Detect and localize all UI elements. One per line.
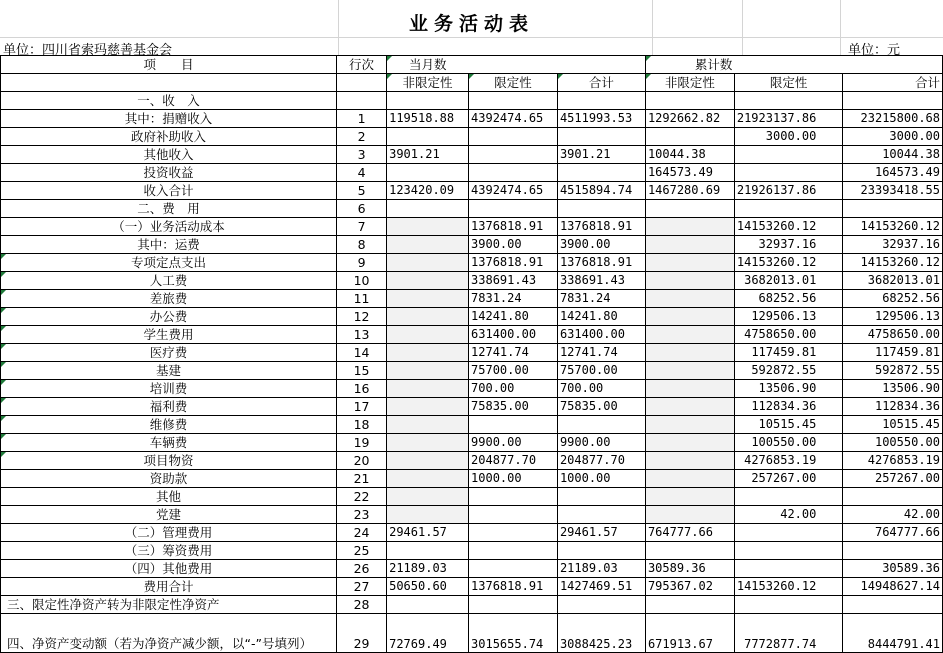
cell-cumulative-total xyxy=(843,92,943,110)
cell-cumulative-total: 117459.81 xyxy=(843,344,943,362)
cell-month-restricted: 700.00 xyxy=(469,380,558,398)
row-label: 医疗费 xyxy=(1,344,337,362)
row-label: 差旅费 xyxy=(1,290,337,308)
cell-month-unrestricted xyxy=(387,218,469,236)
table-row xyxy=(1,164,943,182)
table-row xyxy=(1,254,943,272)
cell-month-restricted xyxy=(469,542,558,560)
cell-month-unrestricted xyxy=(387,326,469,344)
row-label: 项目物资 xyxy=(1,452,337,470)
cell-month-unrestricted xyxy=(387,200,469,218)
cell-month-total xyxy=(557,92,645,110)
cell-cumulative-total: 14948627.14 xyxy=(843,578,943,596)
cell-cumulative-total xyxy=(843,542,943,560)
cell-cumulative-restricted: 14153260.12 xyxy=(734,218,842,236)
cell-month-restricted: 338691.43 xyxy=(469,272,558,290)
cell-month-total xyxy=(557,200,645,218)
table-row xyxy=(1,182,943,200)
cell-month-unrestricted: 3901.21 xyxy=(387,146,469,164)
row-label: （一）业务活动成本 xyxy=(1,218,337,236)
cell-cumulative-restricted: 68252.56 xyxy=(734,290,842,308)
cell-month-restricted: 12741.74 xyxy=(469,344,558,362)
header-cumulative-unrestricted: 非限定性 xyxy=(645,74,734,92)
cell-cumulative-restricted: 592872.55 xyxy=(734,362,842,380)
table-row xyxy=(1,146,943,164)
cell-month-total: 12741.74 xyxy=(557,344,645,362)
cell-cumulative-total: 112834.36 xyxy=(843,398,943,416)
row-line-number: 14 xyxy=(336,344,386,362)
header-cumulative-total: 合计 xyxy=(843,74,943,92)
table-row xyxy=(1,452,943,470)
row-label: 费用合计 xyxy=(1,578,337,596)
row-label: 资助款 xyxy=(1,470,337,488)
row-label: 四、净资产变动额（若为净资产减少额，以“-”号填列） xyxy=(1,614,337,653)
row-line-number: 21 xyxy=(336,470,386,488)
row-label: （四）其他费用 xyxy=(1,560,337,578)
cell-month-restricted xyxy=(469,524,558,542)
cell-cumulative-unrestricted: 30589.36 xyxy=(645,560,734,578)
row-line-number xyxy=(336,92,386,110)
cell-cumulative-unrestricted xyxy=(645,344,734,362)
cell-month-total: 3901.21 xyxy=(557,146,645,164)
cell-cumulative-restricted: 7772877.74 xyxy=(734,614,842,653)
cell-cumulative-unrestricted xyxy=(645,92,734,110)
page-title: 业务活动表 xyxy=(408,13,534,35)
row-label: 学生费用 xyxy=(1,326,337,344)
row-line-number: 3 xyxy=(336,146,386,164)
header-month-blank-2 xyxy=(557,56,645,74)
cell-cumulative-total: 32937.16 xyxy=(843,236,943,254)
cell-cumulative-total: 164573.49 xyxy=(843,164,943,182)
cell-cumulative-unrestricted xyxy=(645,308,734,326)
cell-cumulative-restricted: 10515.45 xyxy=(734,416,842,434)
table-row xyxy=(1,542,943,560)
cell-month-restricted xyxy=(469,596,558,614)
cell-month-total: 1376818.91 xyxy=(557,254,645,272)
cell-cumulative-unrestricted: 10044.38 xyxy=(645,146,734,164)
cell-month-total: 1000.00 xyxy=(557,470,645,488)
cell-month-unrestricted xyxy=(387,362,469,380)
row-line-number: 1 xyxy=(336,110,386,128)
cell-cumulative-unrestricted xyxy=(645,272,734,290)
row-line-number: 12 xyxy=(336,308,386,326)
cell-month-total: 3088425.23 xyxy=(557,614,645,653)
cell-cumulative-total xyxy=(843,200,943,218)
cell-cumulative-restricted: 14153260.12 xyxy=(734,578,842,596)
cell-month-restricted xyxy=(469,560,558,578)
cell-cumulative-restricted: 3682013.01 xyxy=(734,272,842,290)
row-line-number: 6 xyxy=(336,200,386,218)
row-label: 其中：运费 xyxy=(1,236,337,254)
table-row xyxy=(1,110,943,128)
cell-month-total xyxy=(557,416,645,434)
cell-month-total: 700.00 xyxy=(557,380,645,398)
row-line-number: 13 xyxy=(336,326,386,344)
row-label: 一、收 入 xyxy=(1,92,337,110)
cell-month-unrestricted xyxy=(387,254,469,272)
row-line-number: 18 xyxy=(336,416,386,434)
cell-month-restricted: 75835.00 xyxy=(469,398,558,416)
cell-cumulative-unrestricted xyxy=(645,470,734,488)
cell-month-unrestricted xyxy=(387,290,469,308)
row-line-number: 17 xyxy=(336,398,386,416)
cell-cumulative-restricted: 21926137.86 xyxy=(734,182,842,200)
cell-month-total xyxy=(557,128,645,146)
cell-cumulative-total: 129506.13 xyxy=(843,308,943,326)
cell-cumulative-restricted: 42.00 xyxy=(734,506,842,524)
table-row xyxy=(1,434,943,452)
row-label: 培训费 xyxy=(1,380,337,398)
cell-cumulative-restricted: 14153260.12 xyxy=(734,254,842,272)
row-line-number: 23 xyxy=(336,506,386,524)
cell-cumulative-unrestricted xyxy=(645,542,734,560)
table-row xyxy=(1,488,943,506)
cell-month-unrestricted: 119518.88 xyxy=(387,110,469,128)
header-cumulative-blank xyxy=(734,56,842,74)
cell-month-total: 4515894.74 xyxy=(557,182,645,200)
cell-month-restricted xyxy=(469,416,558,434)
cell-cumulative-total: 68252.56 xyxy=(843,290,943,308)
header-cumulative-blank-2 xyxy=(843,56,943,74)
cell-cumulative-restricted xyxy=(734,200,842,218)
cell-cumulative-unrestricted: 764777.66 xyxy=(645,524,734,542)
row-line-number: 20 xyxy=(336,452,386,470)
row-label: 党建 xyxy=(1,506,337,524)
cell-cumulative-unrestricted xyxy=(645,362,734,380)
table-row xyxy=(1,344,943,362)
cell-cumulative-total: 23393418.55 xyxy=(843,182,943,200)
cell-month-unrestricted xyxy=(387,506,469,524)
cell-month-restricted: 1000.00 xyxy=(469,470,558,488)
cell-month-restricted: 7831.24 xyxy=(469,290,558,308)
cell-month-restricted: 4392474.65 xyxy=(469,110,558,128)
row-line-number: 22 xyxy=(336,488,386,506)
cell-cumulative-restricted xyxy=(734,164,842,182)
header-line-blank xyxy=(336,74,386,92)
table-row xyxy=(1,506,943,524)
cell-cumulative-restricted xyxy=(734,488,842,506)
cell-cumulative-total: 257267.00 xyxy=(843,470,943,488)
row-label: 二、费 用 xyxy=(1,200,337,218)
cell-cumulative-total: 42.00 xyxy=(843,506,943,524)
cell-month-restricted: 75700.00 xyxy=(469,362,558,380)
table-row xyxy=(1,272,943,290)
cell-month-restricted: 1376818.91 xyxy=(469,578,558,596)
cell-cumulative-total: 13506.90 xyxy=(843,380,943,398)
cell-month-total: 7831.24 xyxy=(557,290,645,308)
header-item-blank xyxy=(1,74,337,92)
row-label: 三、限定性净资产转为非限定性净资产 xyxy=(1,596,337,614)
cell-cumulative-unrestricted xyxy=(645,434,734,452)
cell-month-total: 75700.00 xyxy=(557,362,645,380)
cell-cumulative-unrestricted: 164573.49 xyxy=(645,164,734,182)
cell-cumulative-restricted: 21923137.86 xyxy=(734,110,842,128)
table-row xyxy=(1,362,943,380)
cell-cumulative-unrestricted: 1292662.82 xyxy=(645,110,734,128)
cell-cumulative-restricted xyxy=(734,146,842,164)
row-line-number: 15 xyxy=(336,362,386,380)
cell-month-restricted xyxy=(469,92,558,110)
cell-cumulative-unrestricted: 1467280.69 xyxy=(645,182,734,200)
cell-cumulative-total: 592872.55 xyxy=(843,362,943,380)
header-item: 项 目 xyxy=(1,56,337,74)
row-label: （二）管理费用 xyxy=(1,524,337,542)
row-label: 基建 xyxy=(1,362,337,380)
cell-cumulative-restricted xyxy=(734,542,842,560)
cell-month-restricted xyxy=(469,128,558,146)
cell-cumulative-restricted: 100550.00 xyxy=(734,434,842,452)
unit-currency: 单位：元 xyxy=(848,43,901,58)
cell-month-unrestricted: 29461.57 xyxy=(387,524,469,542)
row-line-number: 9 xyxy=(336,254,386,272)
cell-month-restricted xyxy=(469,488,558,506)
row-line-number: 19 xyxy=(336,434,386,452)
row-line-number: 10 xyxy=(336,272,386,290)
cell-month-total: 1427469.51 xyxy=(557,578,645,596)
row-line-number: 4 xyxy=(336,164,386,182)
cell-month-unrestricted xyxy=(387,596,469,614)
cell-cumulative-unrestricted xyxy=(645,290,734,308)
row-label: 其他收入 xyxy=(1,146,337,164)
row-label: 专项定点支出 xyxy=(1,254,337,272)
cell-month-unrestricted xyxy=(387,398,469,416)
row-label: （三）筹资费用 xyxy=(1,542,337,560)
cell-cumulative-restricted: 4758650.00 xyxy=(734,326,842,344)
table-row xyxy=(1,308,943,326)
cell-cumulative-total: 10044.38 xyxy=(843,146,943,164)
cell-month-restricted: 204877.70 xyxy=(469,452,558,470)
header-month-unrestricted: 非限定性 xyxy=(387,74,469,92)
cell-month-unrestricted xyxy=(387,92,469,110)
cell-cumulative-unrestricted xyxy=(645,236,734,254)
cell-month-total xyxy=(557,164,645,182)
cell-month-unrestricted xyxy=(387,488,469,506)
cell-cumulative-total: 3000.00 xyxy=(843,128,943,146)
cell-month-unrestricted xyxy=(387,470,469,488)
row-line-number: 27 xyxy=(336,578,386,596)
table-row xyxy=(1,92,943,110)
cell-cumulative-total xyxy=(843,596,943,614)
cell-cumulative-total: 23215800.68 xyxy=(843,110,943,128)
cell-cumulative-restricted: 257267.00 xyxy=(734,470,842,488)
table-row xyxy=(1,596,943,614)
cell-cumulative-unrestricted xyxy=(645,326,734,344)
cell-month-total: 338691.43 xyxy=(557,272,645,290)
table-row xyxy=(1,578,943,596)
cell-month-unrestricted xyxy=(387,272,469,290)
cell-month-total: 29461.57 xyxy=(557,524,645,542)
table-row xyxy=(1,290,943,308)
cell-cumulative-unrestricted xyxy=(645,254,734,272)
cell-month-unrestricted xyxy=(387,164,469,182)
cell-month-total: 14241.80 xyxy=(557,308,645,326)
cell-cumulative-unrestricted xyxy=(645,416,734,434)
header-line: 行次 xyxy=(336,56,386,74)
row-label: 办公费 xyxy=(1,308,337,326)
cell-cumulative-total: 14153260.12 xyxy=(843,218,943,236)
row-line-number: 16 xyxy=(336,380,386,398)
cell-cumulative-unrestricted: 671913.67 xyxy=(645,614,734,653)
cell-month-unrestricted xyxy=(387,236,469,254)
table-row xyxy=(1,236,943,254)
row-line-number: 8 xyxy=(336,236,386,254)
cell-month-restricted xyxy=(469,146,558,164)
cell-month-unrestricted xyxy=(387,308,469,326)
cell-month-total xyxy=(557,488,645,506)
cell-cumulative-total: 4758650.00 xyxy=(843,326,943,344)
header-month-total: 合计 xyxy=(557,74,645,92)
cell-cumulative-unrestricted xyxy=(645,200,734,218)
row-label: 政府补助收入 xyxy=(1,128,337,146)
cell-cumulative-total: 8444791.41 xyxy=(843,614,943,653)
table-row xyxy=(1,128,943,146)
cell-cumulative-restricted: 112834.36 xyxy=(734,398,842,416)
cell-month-total xyxy=(557,596,645,614)
cell-month-unrestricted xyxy=(387,380,469,398)
row-label: 其中：捐赠收入 xyxy=(1,110,337,128)
cell-month-restricted xyxy=(469,200,558,218)
cell-cumulative-unrestricted xyxy=(645,398,734,416)
table-row xyxy=(1,524,943,542)
cell-cumulative-unrestricted xyxy=(645,452,734,470)
cell-month-restricted: 631400.00 xyxy=(469,326,558,344)
cell-month-restricted: 9900.00 xyxy=(469,434,558,452)
table-row xyxy=(1,218,943,236)
table-row xyxy=(1,398,943,416)
row-label: 投资收益 xyxy=(1,164,337,182)
cell-cumulative-total: 3682013.01 xyxy=(843,272,943,290)
cell-cumulative-total xyxy=(843,488,943,506)
cell-month-unrestricted xyxy=(387,434,469,452)
cell-month-total: 1376818.91 xyxy=(557,218,645,236)
table-row xyxy=(1,326,943,344)
cell-month-unrestricted: 50650.60 xyxy=(387,578,469,596)
cell-month-total: 9900.00 xyxy=(557,434,645,452)
row-label: 收入合计 xyxy=(1,182,337,200)
cell-cumulative-restricted xyxy=(734,92,842,110)
row-label: 人工费 xyxy=(1,272,337,290)
cell-month-total xyxy=(557,506,645,524)
cell-cumulative-restricted: 3000.00 xyxy=(734,128,842,146)
table-row xyxy=(1,560,943,578)
table-row xyxy=(1,614,943,653)
cell-cumulative-restricted: 4276853.19 xyxy=(734,452,842,470)
table-row xyxy=(1,470,943,488)
cell-cumulative-total: 14153260.12 xyxy=(843,254,943,272)
activity-table xyxy=(0,55,943,653)
cell-month-unrestricted xyxy=(387,416,469,434)
row-line-number: 28 xyxy=(336,596,386,614)
cell-month-total: 631400.00 xyxy=(557,326,645,344)
cell-month-total: 204877.70 xyxy=(557,452,645,470)
cell-month-total: 4511993.53 xyxy=(557,110,645,128)
cell-cumulative-total: 10515.45 xyxy=(843,416,943,434)
row-line-number: 7 xyxy=(336,218,386,236)
cell-month-total xyxy=(557,542,645,560)
cell-cumulative-total: 764777.66 xyxy=(843,524,943,542)
cell-cumulative-total: 100550.00 xyxy=(843,434,943,452)
header-month: 当月数 xyxy=(387,56,469,74)
cell-cumulative-unrestricted xyxy=(645,488,734,506)
cell-month-restricted: 1376818.91 xyxy=(469,218,558,236)
row-line-number: 29 xyxy=(336,614,386,653)
cell-cumulative-restricted xyxy=(734,596,842,614)
cell-cumulative-unrestricted xyxy=(645,380,734,398)
table-row xyxy=(1,416,943,434)
row-label: 福利费 xyxy=(1,398,337,416)
cell-month-total: 21189.03 xyxy=(557,560,645,578)
header-row-2 xyxy=(1,74,943,92)
cell-cumulative-total: 30589.36 xyxy=(843,560,943,578)
row-line-number: 24 xyxy=(336,524,386,542)
cell-month-restricted xyxy=(469,164,558,182)
cell-cumulative-unrestricted xyxy=(645,218,734,236)
row-line-number: 26 xyxy=(336,560,386,578)
cell-month-unrestricted xyxy=(387,128,469,146)
cell-cumulative-unrestricted: 795367.02 xyxy=(645,578,734,596)
cell-month-total: 75835.00 xyxy=(557,398,645,416)
row-line-number: 5 xyxy=(336,182,386,200)
cell-month-restricted: 3015655.74 xyxy=(469,614,558,653)
cell-month-restricted: 4392474.65 xyxy=(469,182,558,200)
table-row xyxy=(1,380,943,398)
cell-month-unrestricted xyxy=(387,542,469,560)
row-line-number: 11 xyxy=(336,290,386,308)
cell-cumulative-restricted: 32937.16 xyxy=(734,236,842,254)
cell-cumulative-unrestricted xyxy=(645,506,734,524)
cell-cumulative-restricted xyxy=(734,560,842,578)
cell-cumulative-restricted: 13506.90 xyxy=(734,380,842,398)
row-line-number: 2 xyxy=(336,128,386,146)
unit-organization: 单位：四川省索玛慈善基金会 xyxy=(3,43,173,58)
row-label: 维修费 xyxy=(1,416,337,434)
header-row-1 xyxy=(1,56,943,74)
header-month-restricted: 限定性 xyxy=(469,74,558,92)
cell-month-unrestricted: 72769.49 xyxy=(387,614,469,653)
cell-cumulative-restricted: 129506.13 xyxy=(734,308,842,326)
table-row xyxy=(1,200,943,218)
cell-month-unrestricted xyxy=(387,344,469,362)
cell-month-restricted xyxy=(469,506,558,524)
cell-month-restricted: 14241.80 xyxy=(469,308,558,326)
cell-cumulative-total: 4276853.19 xyxy=(843,452,943,470)
header-cumulative-restricted: 限定性 xyxy=(734,74,842,92)
cell-month-unrestricted: 21189.03 xyxy=(387,560,469,578)
cell-cumulative-restricted xyxy=(734,524,842,542)
row-label: 其他 xyxy=(1,488,337,506)
cell-month-restricted: 1376818.91 xyxy=(469,254,558,272)
row-line-number: 25 xyxy=(336,542,386,560)
cell-month-total: 3900.00 xyxy=(557,236,645,254)
cell-cumulative-restricted: 117459.81 xyxy=(734,344,842,362)
header-month-blank xyxy=(469,56,558,74)
cell-cumulative-unrestricted xyxy=(645,596,734,614)
cell-month-unrestricted xyxy=(387,452,469,470)
cell-month-restricted: 3900.00 xyxy=(469,236,558,254)
header-cumulative: 累计数 xyxy=(645,56,734,74)
row-label: 车辆费 xyxy=(1,434,337,452)
cell-month-unrestricted: 123420.09 xyxy=(387,182,469,200)
cell-cumulative-unrestricted xyxy=(645,128,734,146)
